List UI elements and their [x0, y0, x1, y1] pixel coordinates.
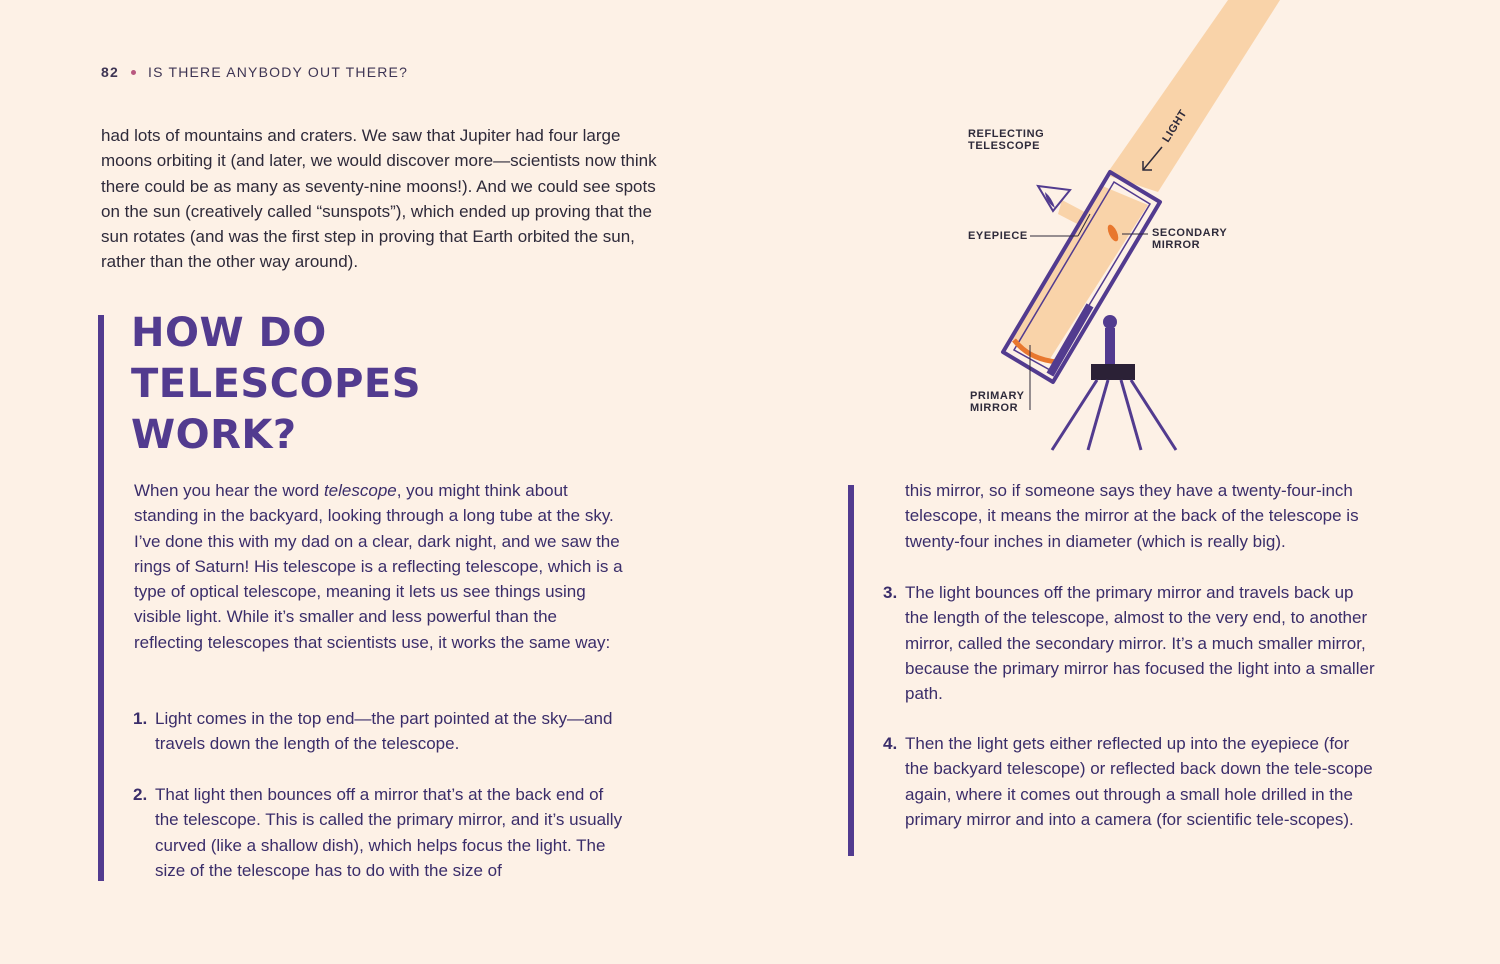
mount-joint: [1103, 315, 1117, 329]
chapter-title: IS THERE ANYBODY OUT THERE?: [147, 64, 409, 80]
heading-line: WORK?: [131, 412, 297, 458]
step-2-continuation: this mirror, so if someone says they have a twenty-four-inch telescope, it means the mirror at the back of the telescope is twenty-four inches in diameter (which is really big).: [905, 481, 1359, 551]
para-emphasis: telescope: [323, 481, 397, 500]
step-text: The light bounces off the primary mirror and travels back up the length of the telescope, almost to the very end, to another mirror, called the secondary mirror. It’s a much smaller mirror, because the primary mirror has focused the light into a smaller path.: [905, 583, 1375, 704]
secondary-mirror-label: SECONDARY MIRROR: [1152, 227, 1228, 251]
intro-paragraph: had lots of mountains and craters. We saw that Jupiter had four large moons orbiting it (and later, we would discover more—scientists now think there could be as many as seventy-nine moons!). And we could see spots on the sun (creatively called “sunspots”), which ended up proving that the sun rotates (and was the first step in proving that Earth orbited the sun, rather than the other way around).: [101, 126, 657, 272]
step-number: 2.: [133, 785, 148, 804]
heading-line: HOW DO: [131, 310, 327, 356]
para-prefix: When you hear the word: [134, 481, 324, 500]
step-text: That light then bounces off a mirror that’s at the back end of the telescope. This is called the primary mirror, and it’s usually curved (like a shallow dish), which helps focus the light. The size of the telescope has to do with the size of: [155, 785, 623, 880]
step-text: Then the light gets either reflected up into the eyepiece (for the backyard telescope) or reflected back down the tele-scope again, where it comes out through a small hole drilled in the primary mirror and into a camera (for scientific tele-scopes).: [905, 734, 1373, 829]
page-number: 82: [101, 64, 119, 80]
mount-head: [1091, 364, 1135, 380]
diagram-title-label: REFLECTING TELESCOPE: [968, 128, 1045, 152]
step-number: 3.: [883, 583, 898, 602]
step-number: 1.: [133, 709, 148, 728]
primary-mirror-label: PRIMARY MIRROR: [970, 390, 1025, 414]
eyepiece-label: EYEPIECE: [968, 230, 1028, 242]
step-text: Light comes in the top end—the part pointed at the sky—and travels down the length of the telescope.: [155, 709, 613, 754]
mount-neck: [1105, 328, 1115, 366]
light-beam: [1106, 0, 1280, 192]
light-label: LIGHT: [1160, 107, 1190, 145]
step-number: 4.: [883, 734, 898, 753]
heading-line: TELESCOPES: [131, 361, 422, 407]
para-rest: , you might think about standing in the backyard, looking through a long tube at the sky. I’ve done this with my dad on a clear, dark night, and we saw the rings of Saturn! His telescope is a reflecting telescope, which is a type of optical telescope, meaning it lets us see things using visible light. While it’s smaller and less powerful than the reflecting telescopes that scientists use, it works the same way:: [134, 481, 623, 652]
